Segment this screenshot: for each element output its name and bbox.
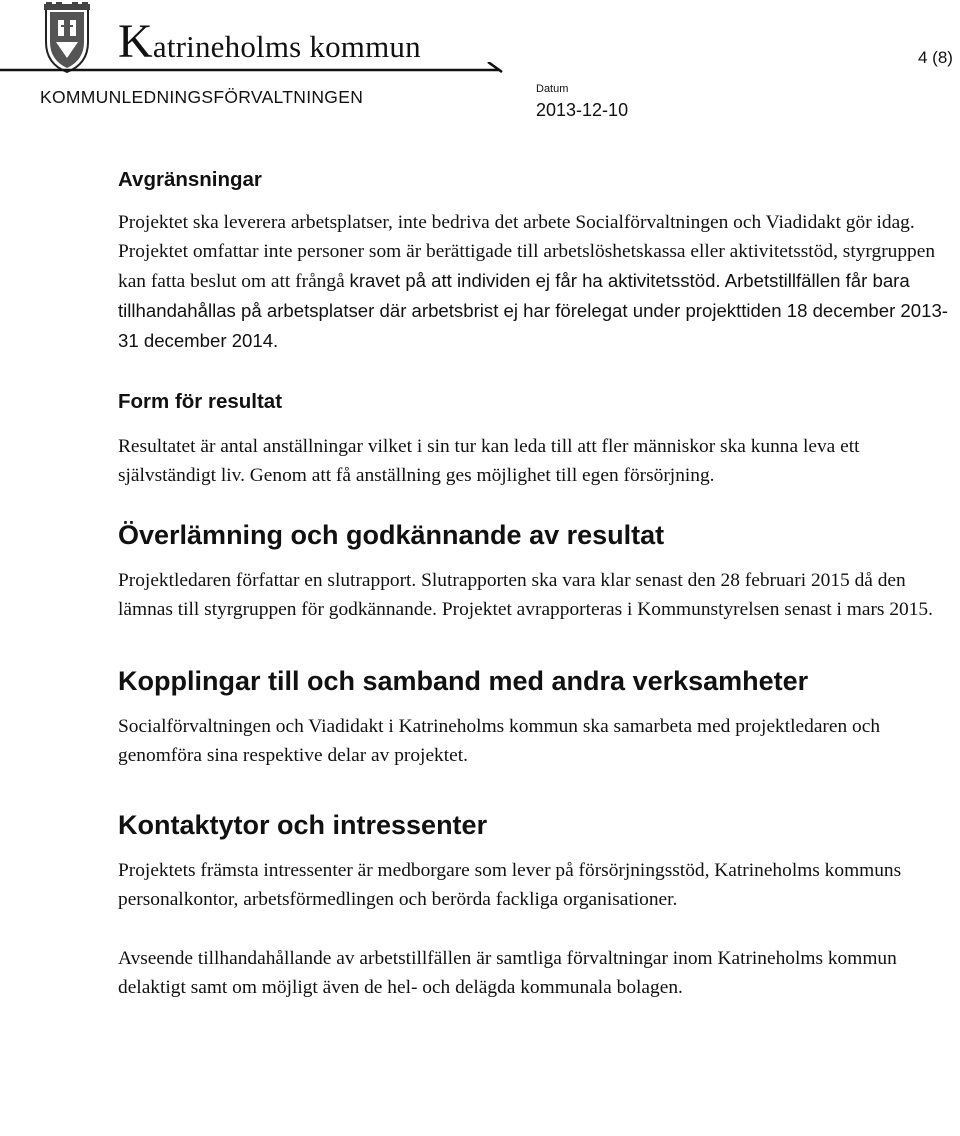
department-name: KOMMUNLEDNINGSFÖRVALTNINGEN <box>40 87 364 107</box>
paragraph-kopplingar: Socialförvaltningen och Viadidakt i Katrineholms kommun ska samarbeta med projektledaren och genomföra sina respektive delar av projektet. <box>118 716 881 766</box>
heading-kontaktytor: Kontaktytor och intressenter <box>118 810 488 840</box>
municipality-name-rest: atrineholms kommun <box>152 29 421 64</box>
document-body <box>118 166 948 1002</box>
paragraph-kontaktytor-1: Projektets främsta intressenter är medborgare som lever på försörjningsstöd, Katrineholms kommuns personalkontor, arbetsförmedlingen och berörda fackliga organisationer. <box>118 860 902 910</box>
paragraph-avgransningar-sans: kravet på att individen ej får ha aktivitetsstöd. Arbetstillfällen får bara tillhandahållas på arbetsplatser där arbetsbrist ej har förelegat under projekttiden 18 december 2013- 31 december 2014. <box>118 270 948 351</box>
header-rule <box>0 62 512 74</box>
document-date: 2013-12-10 <box>536 100 629 120</box>
heading-avgransningar: Avgränsningar <box>118 168 262 191</box>
paragraph-kontaktytor-2: Avseende tillhandahållande av arbetstillfällen är samtliga förvaltningar inom Katrineholms kommun delaktigt samt om möjligt även de hel- och delägda kommunala bolagen. <box>118 948 897 998</box>
paragraph-overlamning: Projektledaren författar en slutrapport. Slutrapporten ska vara klar senast den 28 februari 2015 då den lämnas till styrgruppen för godkännande. Projektet avrapporteras i Kommunstyrelsen senast i mars 2015. <box>118 570 933 620</box>
page-number: 4 (8) <box>918 48 953 67</box>
document-header <box>0 0 960 130</box>
date-label: Datum <box>536 83 569 95</box>
heading-form-for-resultat: Form för resultat <box>118 390 283 413</box>
paragraph-avgransningar <box>118 208 948 356</box>
municipality-name-initial: K <box>118 15 153 68</box>
heading-overlamning: Överlämning och godkännande av resultat <box>118 520 665 550</box>
paragraph-avgransningar-serif: Projektet ska leverera arbetsplatser, inte bedriva det arbete Socialförvaltningen och Viadidakt gör idag. Projektet omfattar inte personer som är berättigade till arbetslöshetskassa eller aktivitetsstöd, styrgruppen kan fatta beslut om att frångå <box>118 212 936 292</box>
heading-kopplingar: Kopplingar till och samband med andra verksamheter <box>118 666 809 696</box>
municipality-name <box>118 15 421 68</box>
paragraph-form-for-resultat: Resultatet är antal anställningar vilket i sin tur kan leda till att fler människor ska kunna leva ett självständigt liv. Genom att få anställning ges möjlighet till egen försörjning. <box>118 436 860 486</box>
